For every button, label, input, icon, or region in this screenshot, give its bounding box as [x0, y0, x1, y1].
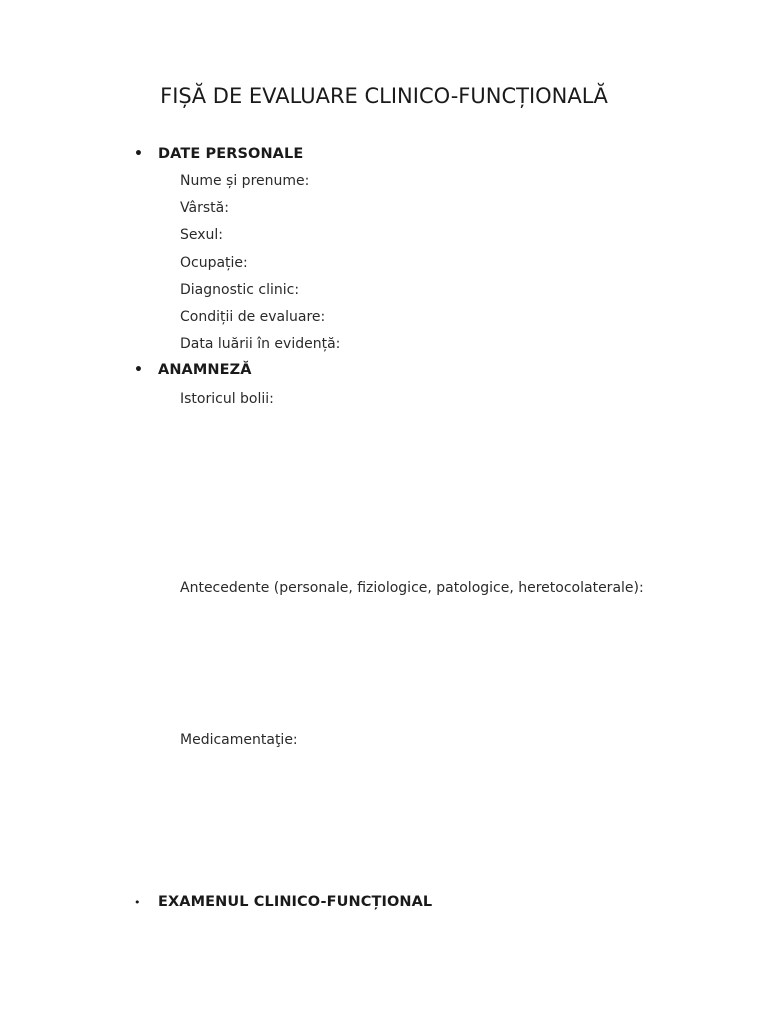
field-label-evaluation-conditions: Condiții de evaluare: [180, 309, 326, 325]
field-label-record-date: Data luării în evidență: [180, 336, 341, 352]
bullet-marker: • [134, 362, 143, 378]
field-label-occupation: Ocupație: [180, 255, 248, 271]
bullet-marker: • [134, 896, 141, 909]
field-label-clinical-diagnosis: Diagnostic clinic: [180, 282, 300, 298]
field-label-disease-history: Istoricul bolii: [180, 391, 274, 407]
field-label-medication: Medicamentaţie: [180, 732, 298, 748]
section-heading-personal-data: DATE PERSONALE [158, 146, 304, 162]
field-label-antecedents: Antecedente (personale, fiziologice, patologice, heretocolaterale): [180, 580, 644, 596]
document-title: FIȘĂ DE EVALUARE CLINICO-FUNCȚIONALĂ [160, 84, 608, 108]
section-heading-anamnesis: ANAMNEZĂ [158, 362, 252, 378]
field-label-age: Vârstă: [180, 200, 229, 216]
field-label-full-name: Nume și prenume: [180, 173, 310, 189]
section-heading-clinical-exam: EXAMENUL CLINICO-FUNCȚIONAL [158, 894, 433, 910]
bullet-marker: • [134, 146, 143, 162]
field-label-sex: Sexul: [180, 227, 224, 243]
